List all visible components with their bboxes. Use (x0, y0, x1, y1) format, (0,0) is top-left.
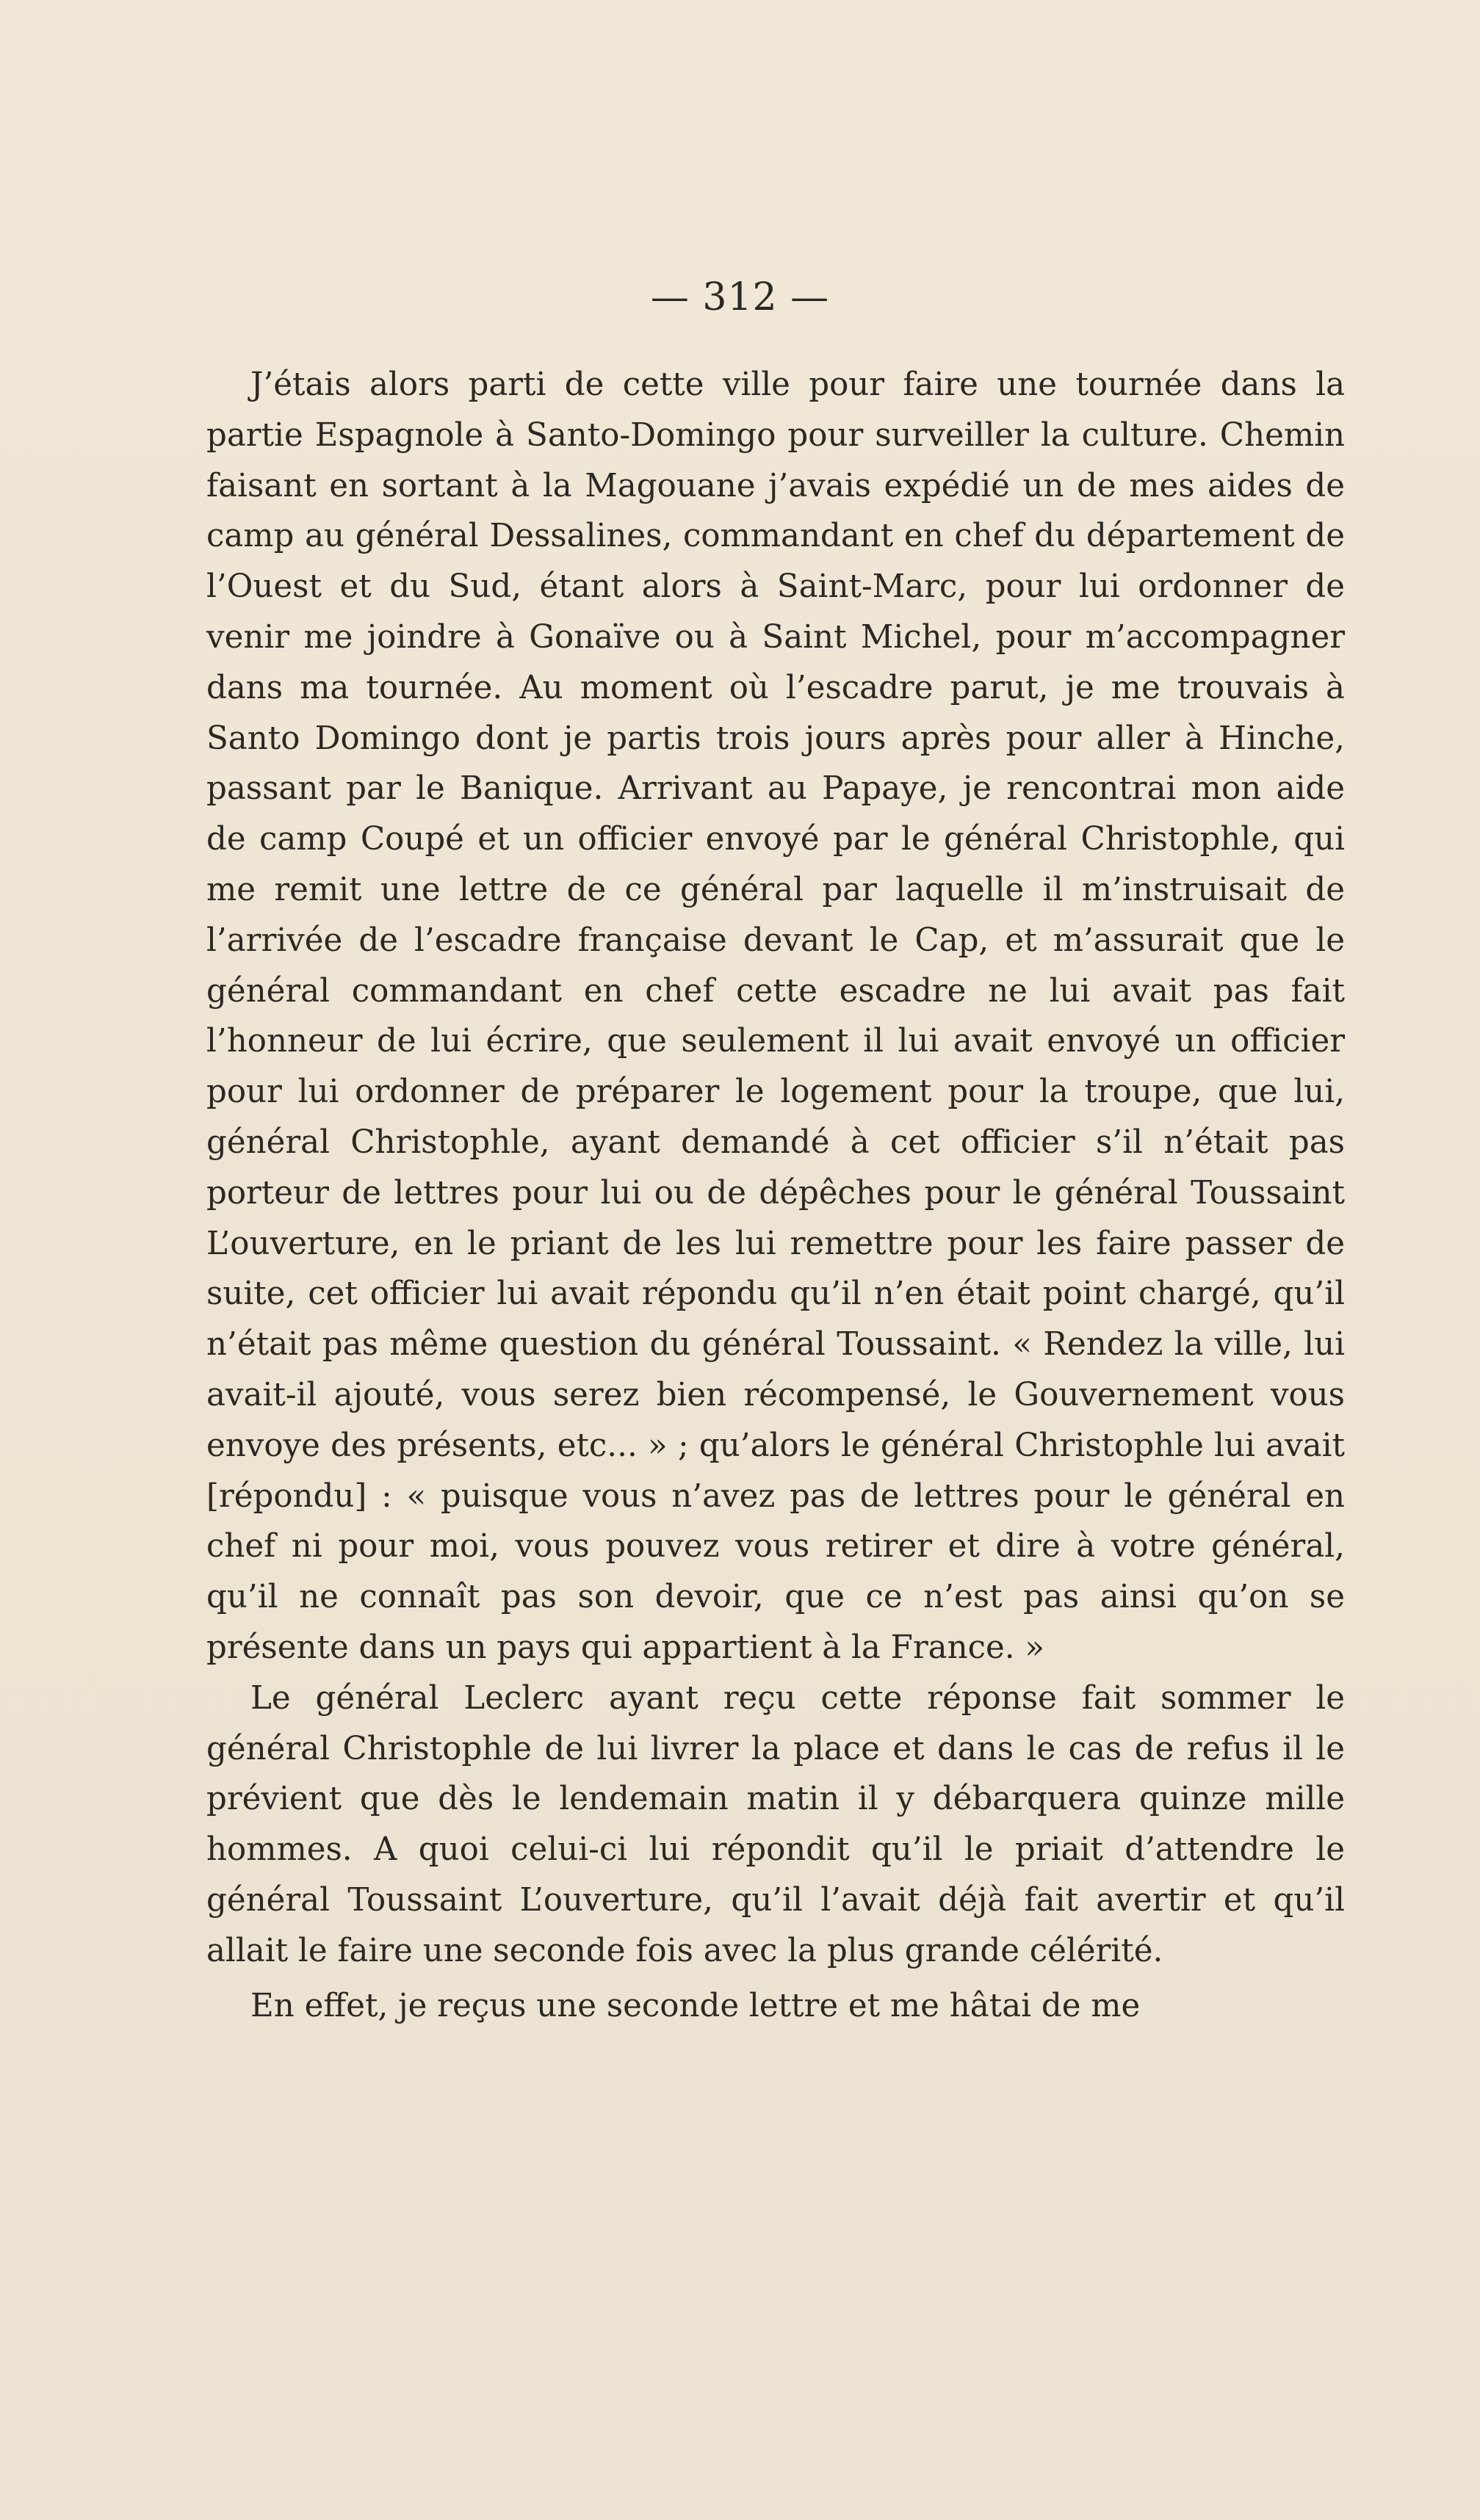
page-number: — 312 — (650, 275, 830, 319)
paragraph-2: Le général Leclerc ayant reçu cette réponse fait sommer le général Christophle de lui livrer la place et dans le cas de refus il le prévient que dès le lendemain matin il y débarquera quinze mille hommes. A quoi celui-ci lui répondit qu’il le priait d’attendre le général Toussaint L’ouverture, qu’il l’avait déjà fait avertir et qu’il allait le faire une seconde fois avec la plus grande célérité. (206, 1679, 1345, 1969)
paragraph-1: J’étais alors parti de cette ville pour faire une tournée dans la partie Espagnole à Santo-Domingo pour surveiller la culture. Chemin faisant en sortant à la Magouane j’avais expédié un de mes aides de camp au général Dessalines, commandant en chef du département de l’Ouest et du Sud, étant alors à Saint-Marc, pour lui ordonner de venir me joindre à Gonaïve ou à Saint Michel, pour m’accompagner dans ma tournée. Au moment où l’escadre parut, je me trouvais à Santo Domingo dont je partis trois jours après pour aller à Hinche, passant par le Banique. Arrivant au Papaye, je rencontrai mon aide de camp Coupé et un officier envoyé par le général Christophle, qui me remit une lettre de ce général par laquelle il m’instruisait de l’arrivée de l’escadre française devant le Cap, et m’assurait que le général commandant en chef cette escadre ne lui avait pas fait l’honneur de lui écrire, que seulement il lui avait envoyé un officier pour lui ordonner de préparer le logement pour la troupe, que lui, général Christophle, ayant demandé à cet officier s’il n’était pas porteur de lettres pour lui ou de dépêches pour le général Toussaint L’ouverture, en le priant de les lui remettre pour les faire passer de suite, cet officier lui avait répondu qu’il n’en était point chargé, qu’il n’était pas même question du général Toussaint. « Rendez la ville, lui avait-il ajouté, vous serez bien récompensé, le Gouvernement vous envoye des présents, etc... » ; qu’alors le général Christophle lui avait [répondu] : « puisque vous n’avez pas de lettres pour le général en chef ni pour moi, vous pouvez vous retirer et dire à votre général, qu’il ne connaît pas son devoir, que ce n’est pas ainsi qu’on se présente dans un pays qui appartient à la France. » (206, 366, 1345, 1666)
body-text (206, 360, 1345, 2031)
paragraph-3: En effet, je reçus une seconde lettre et me hâtai de me (250, 1987, 1141, 2024)
